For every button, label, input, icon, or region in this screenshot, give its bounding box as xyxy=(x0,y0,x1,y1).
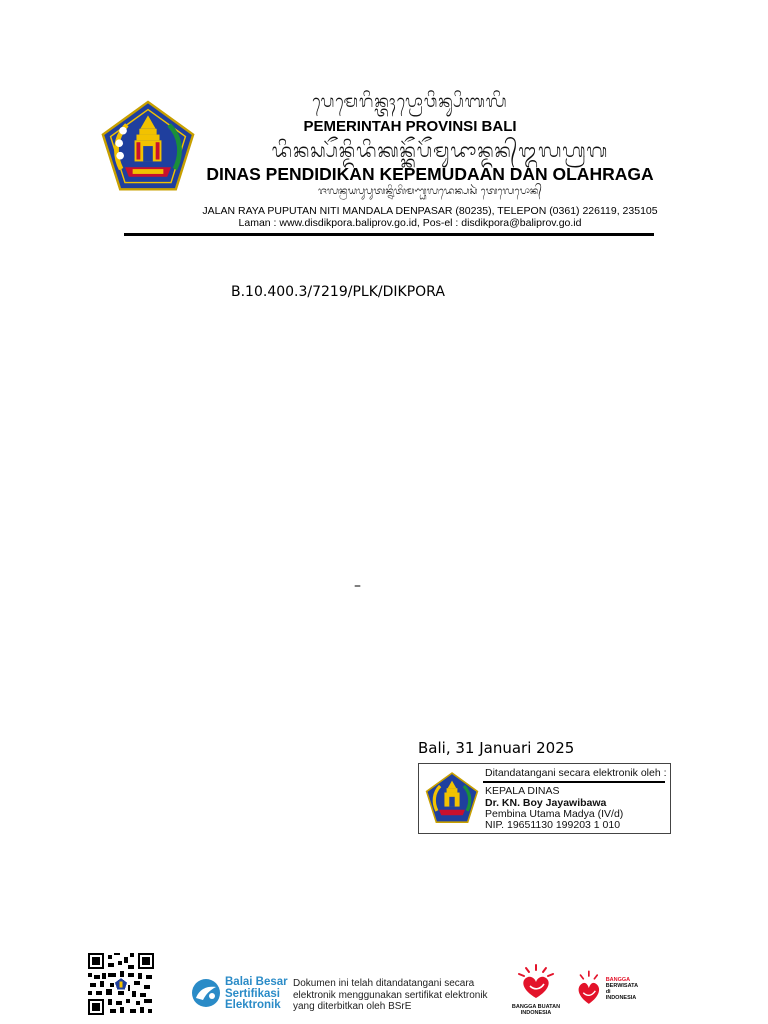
bangga-berwisata-indonesia-logo-icon xyxy=(574,969,604,1009)
bali-province-emblem-icon xyxy=(425,770,479,828)
bsre-name: Balai Besar Sertifikasi Elektronik xyxy=(225,976,288,1011)
place-date: Bali, 31 Januari 2025 xyxy=(418,739,575,757)
signer-name: Dr. KN. Boy Jayawibawa xyxy=(485,797,607,809)
signature-divider xyxy=(483,781,665,783)
bangga-buatan-indonesia-logo: BANGGA BUATAN INDONESIA xyxy=(510,964,562,1014)
balinese-script-address: ᬚᬮᬦ᭄ᬭᬬᬧᬸᬧᬸᬢᬦ᭄ᬦᬶᬢᬶᬫᬡ᭄ᬟᬮᬤᬾᬦ᭄ᬧᬲᬃ ᬢᬾᬮᬾᬧᭀᬦ᭄ xyxy=(318,186,542,197)
government-name: PEMERINTAH PROVINSI BALI xyxy=(303,118,517,135)
balinese-script-government: ᬧᬾᬫᬾᬭᬶᬦ᭄ᬢᬄᬧ᭄ᬭᭀᬯᬶᬦ᭄ᬲᬶᬩᬮᬶ xyxy=(312,92,508,112)
balinese-script-department: ᬤᬶᬦᬲ᭄ᬧᭂᬦ᭄ᬤᬶᬤᬶᬓᬦ᭄ᬓᭂᬧᭂᬫᬸᬤᬵᬦ᭄ᬤᬦ᭄ᬑᬮᬳ᭄ᬭᬕ xyxy=(271,140,609,162)
signature-header: Ditandatangani secara elektronik oleh : xyxy=(485,767,667,779)
placeholder-dash: – xyxy=(354,578,361,594)
bsre-logo-icon xyxy=(190,978,222,1008)
bali-province-emblem-icon xyxy=(100,98,196,198)
electronic-signature-box xyxy=(418,763,671,834)
bangga-berwisata-indonesia-logo: BANGGA BERWISATA di INDONESIA xyxy=(574,966,640,1012)
letterhead-divider xyxy=(124,233,654,236)
letter-number: B.10.400.3/7219/PLK/DIKPORA xyxy=(231,284,445,300)
signer-position: KEPALA DINAS xyxy=(485,785,560,797)
qr-code-icon[interactable] xyxy=(88,953,154,1015)
bangga-buatan-indonesia-logo-icon xyxy=(510,964,562,1000)
signer-rank: Pembina Utama Madya (IV/d) xyxy=(485,808,624,820)
bsre-disclaimer: Dokumen ini telah ditandatangani secara elektronik menggunakan sertifikat elektronik yang diterbitkan oleh BSrE xyxy=(293,978,488,1012)
department-address: JALAN RAYA PUPUTAN NITI MANDALA DENPASAR (80235), TELEPON (0361) 226119, 235105 xyxy=(202,205,658,217)
department-web-email: Laman : www.disdikpora.baliprov.go.id, Pos-el : disdikpora@baliprov.go.id xyxy=(238,217,582,229)
department-name: DINAS PENDIDIKAN KEPEMUDAAN DAN OLAHRAGA xyxy=(206,164,654,184)
signer-nip: NIP. 19651130 199203 1 010 xyxy=(485,819,621,831)
